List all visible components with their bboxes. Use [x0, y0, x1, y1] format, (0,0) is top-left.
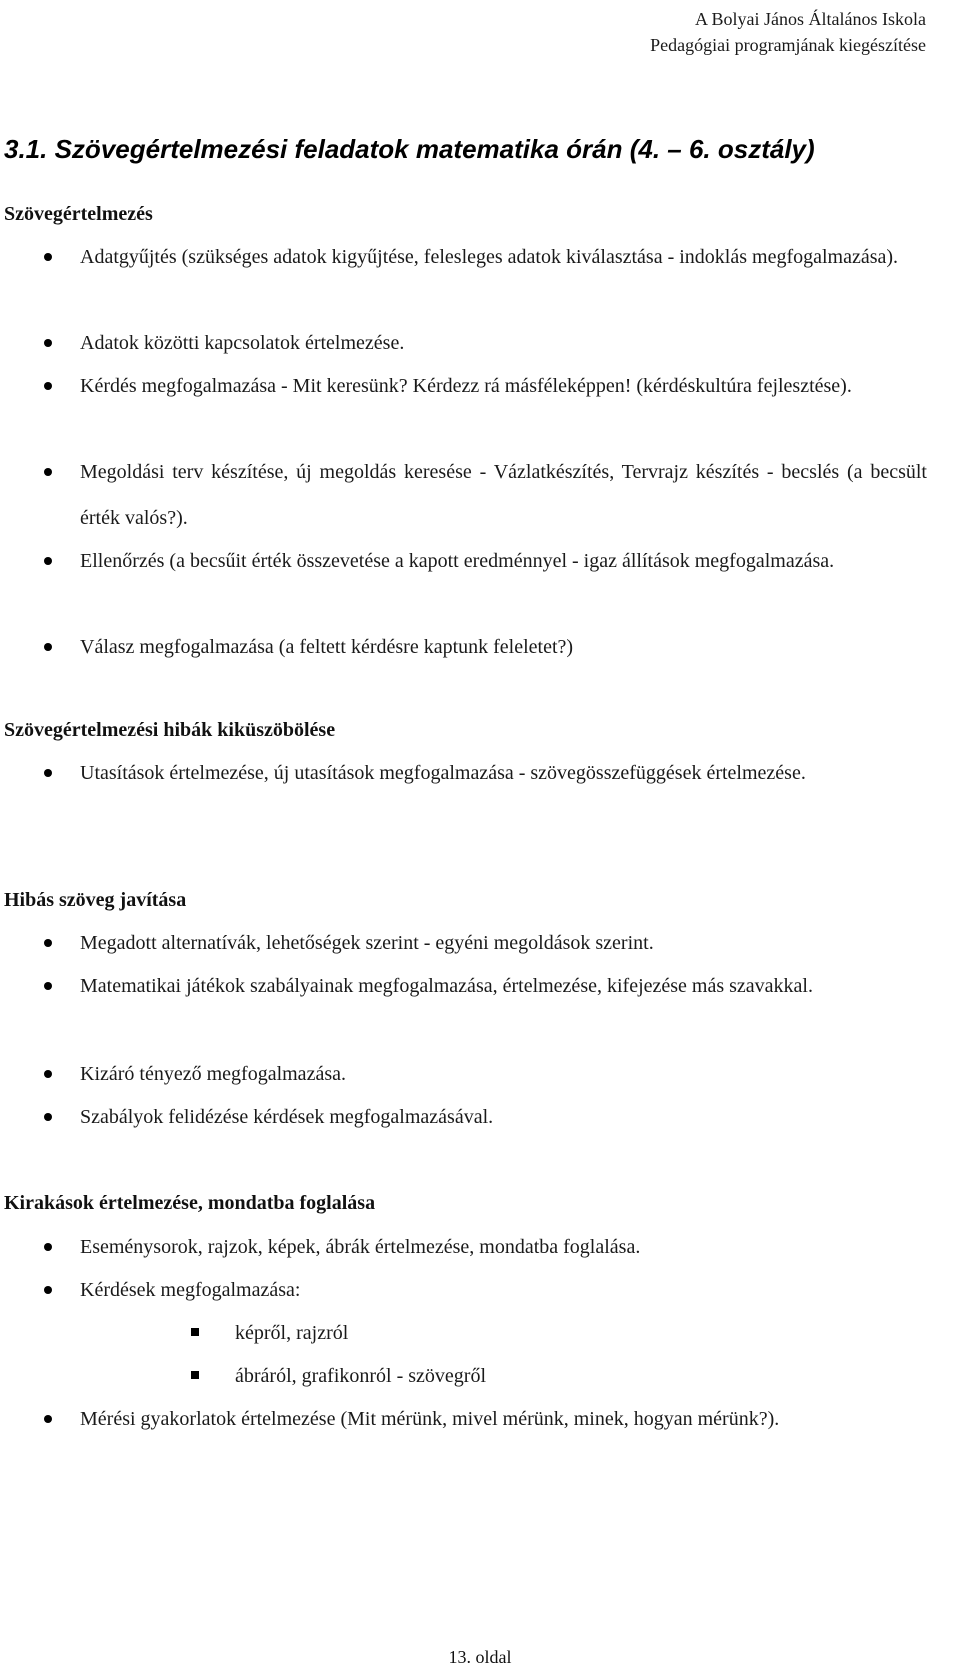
bullet-icon — [44, 382, 52, 390]
bullet-icon — [44, 339, 52, 347]
square-bullet-icon — [191, 1371, 199, 1379]
list-item: Matematikai játékok szabályainak megfogalmazása, értelmezése, kifejezése más szavakkal. — [80, 963, 927, 1009]
list-item: Szabályok felidézése kérdések megfogalmazásával. — [80, 1094, 927, 1140]
square-bullet-icon — [191, 1328, 199, 1336]
header-school-name: A Bolyai János Általános Iskola — [695, 9, 926, 29]
bullet-icon — [44, 1286, 52, 1294]
section-heading-kirakasok: Kirakások értelmezése, mondatba foglalása — [4, 1192, 376, 1214]
bullet-icon — [44, 643, 52, 651]
bullet-icon — [44, 1070, 52, 1078]
list-item: Megadott alternatívák, lehetőségek szerint - egyéni megoldások szerint. — [80, 920, 927, 966]
list-item: Válasz megfogalmazása (a feltett kérdésre kaptunk feleletet?) — [80, 624, 927, 670]
sub-list-item: képről, rajzról — [235, 1310, 935, 1356]
sub-list-item: ábráról, grafikonról - szövegről — [235, 1353, 935, 1399]
bullet-icon — [44, 1243, 52, 1251]
list-item: Kizáró tényező megfogalmazása. — [80, 1051, 927, 1097]
bullet-icon — [44, 557, 52, 565]
list-item: Ellenőrzés (a becsűit érték összevetése a kapott eredménnyel - igaz állítások megfogalmazása. — [80, 538, 927, 584]
list-item: Utasítások értelmezése, új utasítások megfogalmazása - szövegösszefüggések értelmezése. — [80, 750, 927, 796]
section-heading-hibas-szoveg: Hibás szöveg javítása — [4, 889, 187, 911]
bullet-icon — [44, 1113, 52, 1121]
section-heading-szovegertelmezes: Szövegértelmezés — [4, 203, 153, 225]
bullet-icon — [44, 1415, 52, 1423]
page-header — [650, 6, 926, 58]
list-item: Adatok közötti kapcsolatok értelmezése. — [80, 320, 927, 366]
list-item: Kérdés megfogalmazása - Mit keresünk? Kérdezz rá másféleképpen! (kérdéskultúra fejlesztése). — [80, 363, 927, 409]
list-item: Kérdések megfogalmazása: — [80, 1267, 927, 1313]
page-number: 13. oldal — [448, 1647, 512, 1667]
page-title: 3.1. Szövegértelmezési feladatok matematika órán (4. – 6. osztály) — [4, 134, 815, 164]
list-item: Adatgyűjtés (szükséges adatok kigyűjtése, felesleges adatok kiválasztása - indoklás megfogalmazása). — [80, 234, 927, 280]
header-document-name: Pedagógiai programjának kiegészítése — [650, 35, 926, 55]
bullet-icon — [44, 939, 52, 947]
list-item: Mérési gyakorlatok értelmezése (Mit mérünk, mivel mérünk, minek, hogyan mérünk?). — [80, 1396, 927, 1442]
section-heading-hibak: Szövegértelmezési hibák kiküszöbölése — [4, 719, 336, 741]
list-item: Megoldási terv készítése, új megoldás keresése - Vázlatkészítés, Tervrajz készítés - becslés (a becsült érték valós?). — [80, 449, 927, 541]
bullet-icon — [44, 982, 52, 990]
bullet-icon — [44, 769, 52, 777]
bullet-icon — [44, 253, 52, 261]
bullet-icon — [44, 468, 52, 476]
list-item: Eseménysorok, rajzok, képek, ábrák értelmezése, mondatba foglalása. — [80, 1224, 927, 1270]
